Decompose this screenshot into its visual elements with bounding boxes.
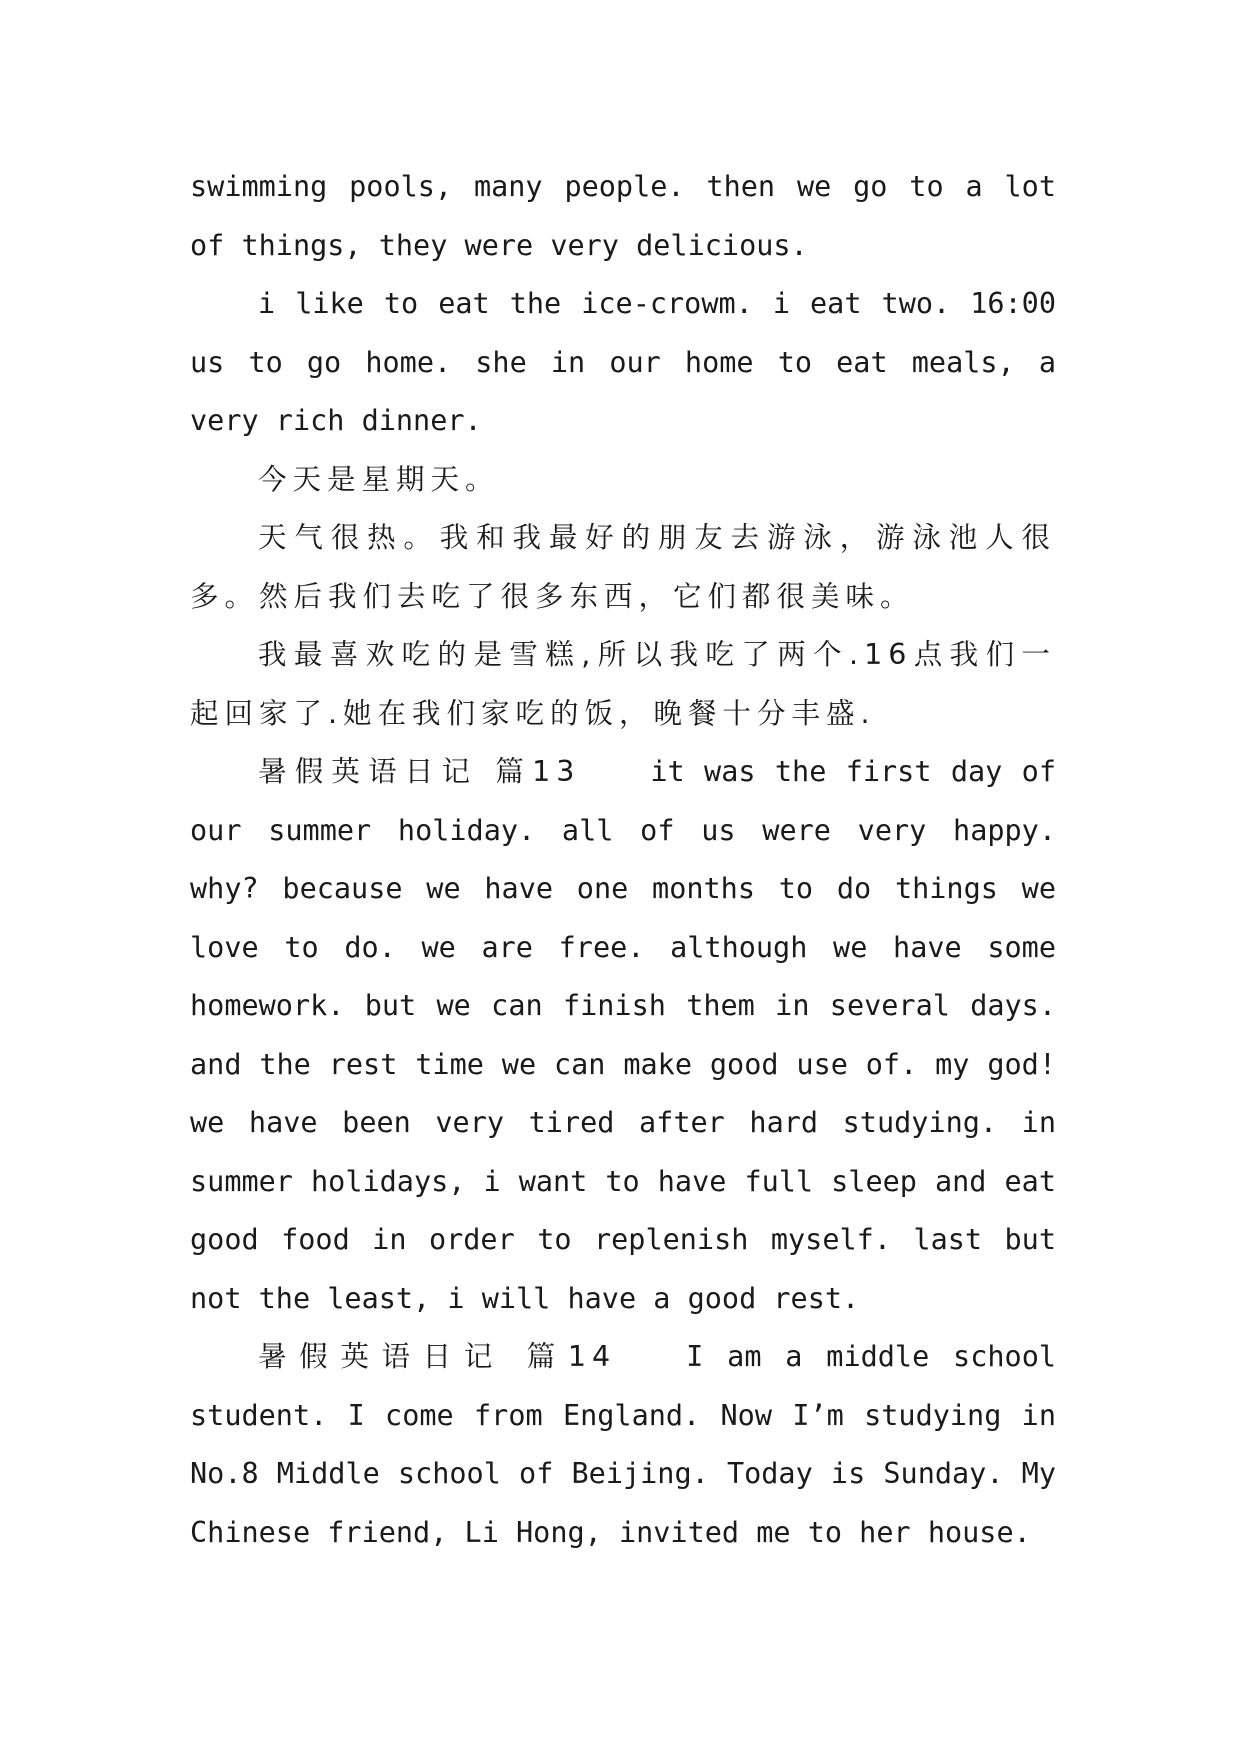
entry-14-heading: 暑假英语日记 篇14 — [258, 1340, 617, 1373]
paragraph-favorite-food-cn: 我最喜欢吃的是雪糕,所以我吃了两个.16点我们一起回家了.她在我们家吃的饭，晚餐十分丰盛. — [190, 638, 1056, 730]
document-body — [190, 158, 1056, 1562]
entry-14 — [190, 1328, 1056, 1562]
paragraph-swimming: swimming pools, many people. then we go to a lot of things, they were very delicious. — [190, 170, 1056, 262]
paragraph-sunday-cn: 今天是星期天。 — [258, 462, 500, 496]
entry-13-text: it was the first day of our summer holiday. all of us were very happy. why? because we have one months to do things we love to do. we are free. although we have some homework. but we can finish them in several days. and the rest time we can make good use of. my god! we have been very tired after hard studying. in summer holidays, i want to have full sleep and eat good food in order to replenish myself. last but not the least, i will have a good rest. — [190, 755, 1056, 1315]
paragraph-hot-weather-cn: 天气很热。我和我最好的朋友去游泳，游泳池人很多。然后我们去吃了很多东西，它们都很美味。 — [190, 521, 1056, 613]
entry-14-text: I am a middle school student. I come from England. Now I’m studying in No.8 Middle school of Beijing. Today is Sunday. My Chinese friend, Li Hong, invited me to her house. — [190, 1340, 1057, 1549]
entry-13-heading: 暑假英语日记 篇13 — [258, 755, 581, 788]
entry-13 — [190, 743, 1056, 1328]
paragraph-ice-cream: i like to eat the ice-crowm. i eat two. 16:00 us to go home. she in our home to eat meals, a very rich dinner. — [190, 287, 1056, 437]
